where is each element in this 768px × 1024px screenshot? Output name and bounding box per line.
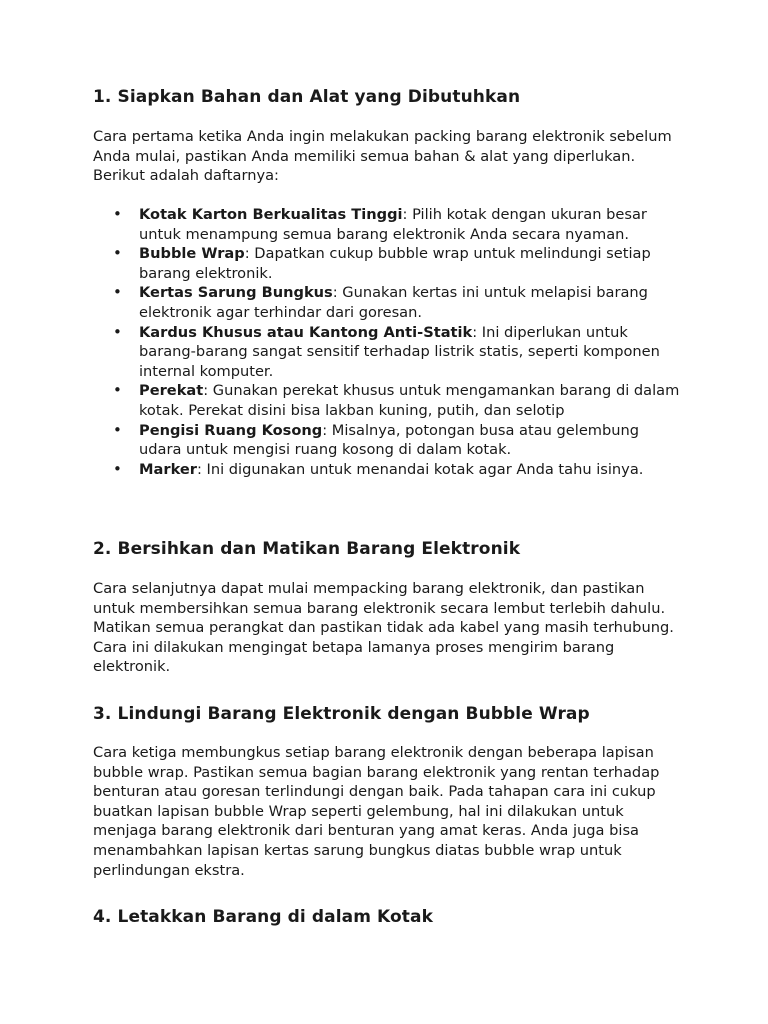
bullet: • bbox=[113, 205, 122, 223]
bullet: • bbox=[113, 381, 122, 400]
item-desc: : Ini digunakan untuk menandai kotak agar Anda tahu isinya. bbox=[196, 460, 644, 478]
bullet: • bbox=[113, 244, 122, 263]
item-term: Marker bbox=[139, 460, 197, 478]
list-item bbox=[93, 283, 683, 322]
item-desc: : Ini diperlukan untuk barang-barang sangat sensitif terhadap listrik statis, seperti komponen internal komputer. bbox=[139, 323, 660, 380]
item-desc: : Misalnya, potongan busa atau gelembung udara untuk mengisi ruang kosong di dalam kotak. bbox=[139, 421, 640, 459]
section-2-paragraph: Cara selanjutnya dapat mulai mempacking barang elektronik, dan pastikan untuk membersihkan semua barang elektronik secara lembut terlebih dahulu. Matikan semua perangkat dan pastikan tidak ada kabel yang masih terhubung. Cara ini dilakukan mengingat betapa lamanya proses mengirim barang elektronik. bbox=[93, 580, 674, 676]
item-term: Perekat bbox=[139, 382, 204, 400]
list-item bbox=[93, 421, 683, 460]
item-term: Pengisi Ruang Kosong bbox=[139, 421, 323, 439]
bullet: • bbox=[113, 283, 122, 302]
bullet: • bbox=[113, 420, 122, 439]
section-2-heading: 2. Bersihkan dan Matikan Barang Elektronik bbox=[93, 539, 521, 559]
item-desc: : Pilih kotak dengan ukuran besar untuk menampung semua barang elektronik Anda secara nyaman. bbox=[139, 206, 647, 243]
section-1-heading: 1. Siapkan Bahan dan Alat yang Dibutuhkan bbox=[93, 87, 521, 107]
item-term: Kotak Karton Berkualitas Tinggi bbox=[139, 206, 403, 223]
list-item bbox=[93, 460, 683, 480]
section-4-heading: 4. Letakkan Barang di dalam Kotak bbox=[93, 907, 433, 927]
list-item bbox=[93, 205, 683, 244]
list-item bbox=[93, 381, 683, 420]
item-term: Kertas Sarung Bungkus bbox=[139, 284, 333, 302]
item-desc: : Gunakan perekat khusus untuk mengamankan barang di dalam kotak. Perekat disini bisa lakban kuning, putih, dan selotip bbox=[139, 382, 680, 419]
list-item bbox=[93, 323, 683, 382]
bullet: • bbox=[113, 459, 122, 478]
section-1-paragraph: Cara pertama ketika Anda ingin melakukan packing barang elektronik sebelum Anda mulai, pastikan Anda memiliki semua bahan & alat yang diperlukan. Berikut adalah daftarnya: bbox=[93, 128, 672, 185]
item-desc: : Gunakan kertas ini untuk melapisi barang elektronik agar terhindar dari goresan. bbox=[139, 284, 648, 321]
item-desc: : Dapatkan cukup bubble wrap untuk melindungi setiap barang elektronik. bbox=[139, 245, 651, 282]
section-3-paragraph: Cara ketiga membungkus setiap barang elektronik dengan beberapa lapisan bubble wrap. Pastikan semua bagian barang elektronik yang rentan terhadap benturan atau goresan terlindungi dengan baik. Pada tahapan cara ini cukup buatkan lapisan bubble Wrap seperti gelembung, hal ini dilakukan untuk menjaga barang elektronik dari benturan yang amat keras. Anda juga bisa menambahkan lapisan kertas sarung bungkus diatas bubble wrap untuk perlindungan ekstra. bbox=[93, 744, 660, 879]
bullet: • bbox=[113, 322, 122, 341]
item-term: Kardus Khusus atau Kantong Anti-Statik bbox=[139, 323, 473, 341]
materials-list bbox=[93, 205, 683, 479]
item-term: Bubble Wrap bbox=[139, 245, 245, 263]
section-3-heading: 3. Lindungi Barang Elektronik dengan Bubble Wrap bbox=[93, 704, 590, 724]
list-item bbox=[93, 244, 683, 283]
